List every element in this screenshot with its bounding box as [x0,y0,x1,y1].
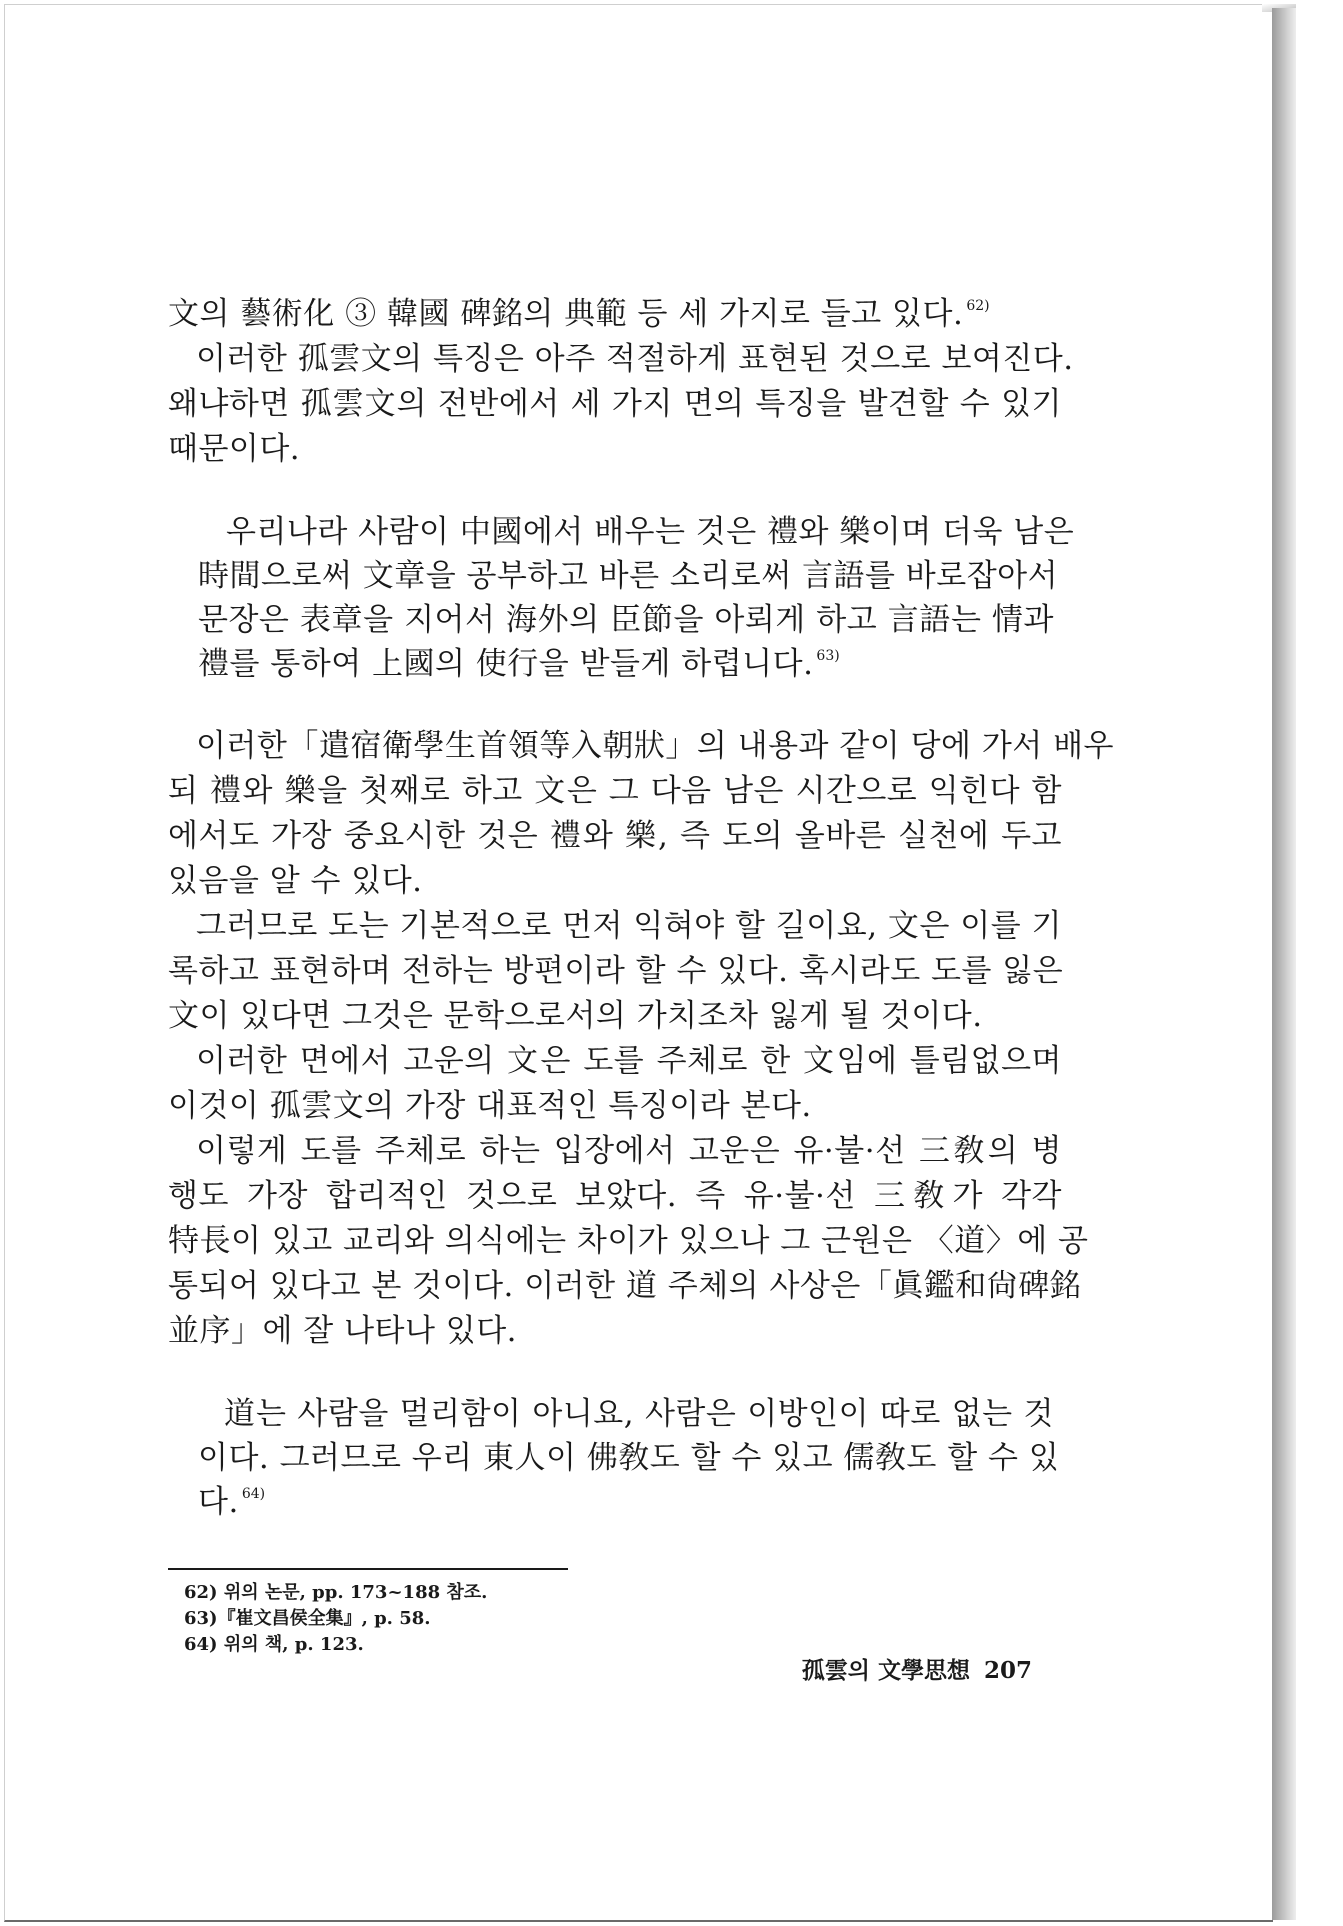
quote-line: 禮를 통하여 上國의 使行을 받들게 하렵니다. $^{63)}$ [198,646,840,682]
text-line: 이것이 孤雲文의 가장 대표적인 특징이라 본다. [168,1088,812,1124]
text-line: 되 禮와 樂을 첫째로 하고 文은 그 다음 남은 시간으로 익힌다 함 [168,773,1062,809]
text-line: 행도 가장 합리적인 것으로 보았다. 즉 유·불·선 三敎가 각각 [168,1178,1062,1214]
quote-line: 이다. 그러므로 우리 東人이 佛敎도 할 수 있고 儒敎도 할 수 있 [198,1440,1060,1476]
text-line: 並序」에 잘 나타나 있다. [168,1313,518,1349]
text-line: 이렇게 도를 주체로 하는 입장에서 고운은 유·불·선 三敎의 병 [196,1133,1062,1169]
footnote-ref: 64) [241,1486,266,1502]
text-line: 이러한「遣宿衛學生首領等入朝狀」의 내용과 같이 당에 가서 배우 [196,728,1114,764]
running-footer [762,1652,1032,1685]
text-line: 特長이 있고 교리와 의식에는 차이가 있으나 그 근원은 〈道〉에 공 [168,1223,1089,1259]
quote-line: 時間으로써 文章을 공부하고 바른 소리로써 言語를 바로잡아서 [198,558,1059,594]
text-line: 이러한 면에서 고운의 文은 도를 주체로 한 文임에 틀림없으며 [196,1043,1062,1079]
page-stack-edge [1272,8,1296,1920]
quote-line: 우리나라 사람이 中國에서 배우는 것은 禮와 樂이며 더욱 남은 [226,514,1075,550]
running-title: 孤雲의 文學思想 [801,1657,970,1684]
quote-line: 道는 사람을 멀리함이 아니요, 사람은 이방인이 따로 없는 것 [224,1396,1054,1432]
footnote-ref: 62) [966,298,990,314]
footnote: 64) 위의 책, p. 123. [184,1634,364,1655]
quote-line: 다. $^{64)}$ [198,1484,266,1520]
block-quote [168,1392,1062,1524]
footnote: 63)『崔文昌侯全集』, p. 58. [184,1608,431,1629]
text-line: 때문이다. [168,431,301,467]
footnote: 62) 위의 논문, pp. 173~188 참조. [184,1582,488,1603]
footnote-ref: 63) [816,648,840,664]
text-line: 文의 藝術化 ③ 韓國 碑銘의 典範 등 세 가지로 들고 있다. $^{62)}$ [168,296,990,332]
text-line: 록하고 표현하며 전하는 방편이라 할 수 있다. 혹시라도 도를 잃은 [168,953,1064,989]
text-line: 통되어 있다고 본 것이다. 이러한 道 주체의 사상은「眞鑑和尙碑銘 [168,1268,1082,1304]
text-line: 있음을 알 수 있다. [168,863,423,899]
text-line: 왜냐하면 孤雲文의 전반에서 세 가지 면의 특징을 발견할 수 있기 [168,386,1062,422]
text-line: 文이 있다면 그것은 문학으로서의 가치조차 잃게 될 것이다. [168,998,983,1034]
page-number: 207 [983,1657,1032,1684]
text-line: 에서도 가장 중요시한 것은 禮와 樂, 즉 도의 올바른 실천에 두고 [168,818,1062,854]
text-line: 그러므로 도는 기본적으로 먼저 익혀야 할 길이요, 文은 이를 기 [196,908,1062,944]
block-quote [168,510,1075,686]
quote-line: 문장은 表章을 지어서 海外의 臣節을 아뢰게 하고 言語는 情과 [198,602,1054,638]
footnote-divider [168,1568,568,1570]
text-line: 이러한 孤雲文의 특징은 아주 적절하게 표현된 것으로 보여진다. [196,341,1074,377]
page-body [168,292,1114,1658]
